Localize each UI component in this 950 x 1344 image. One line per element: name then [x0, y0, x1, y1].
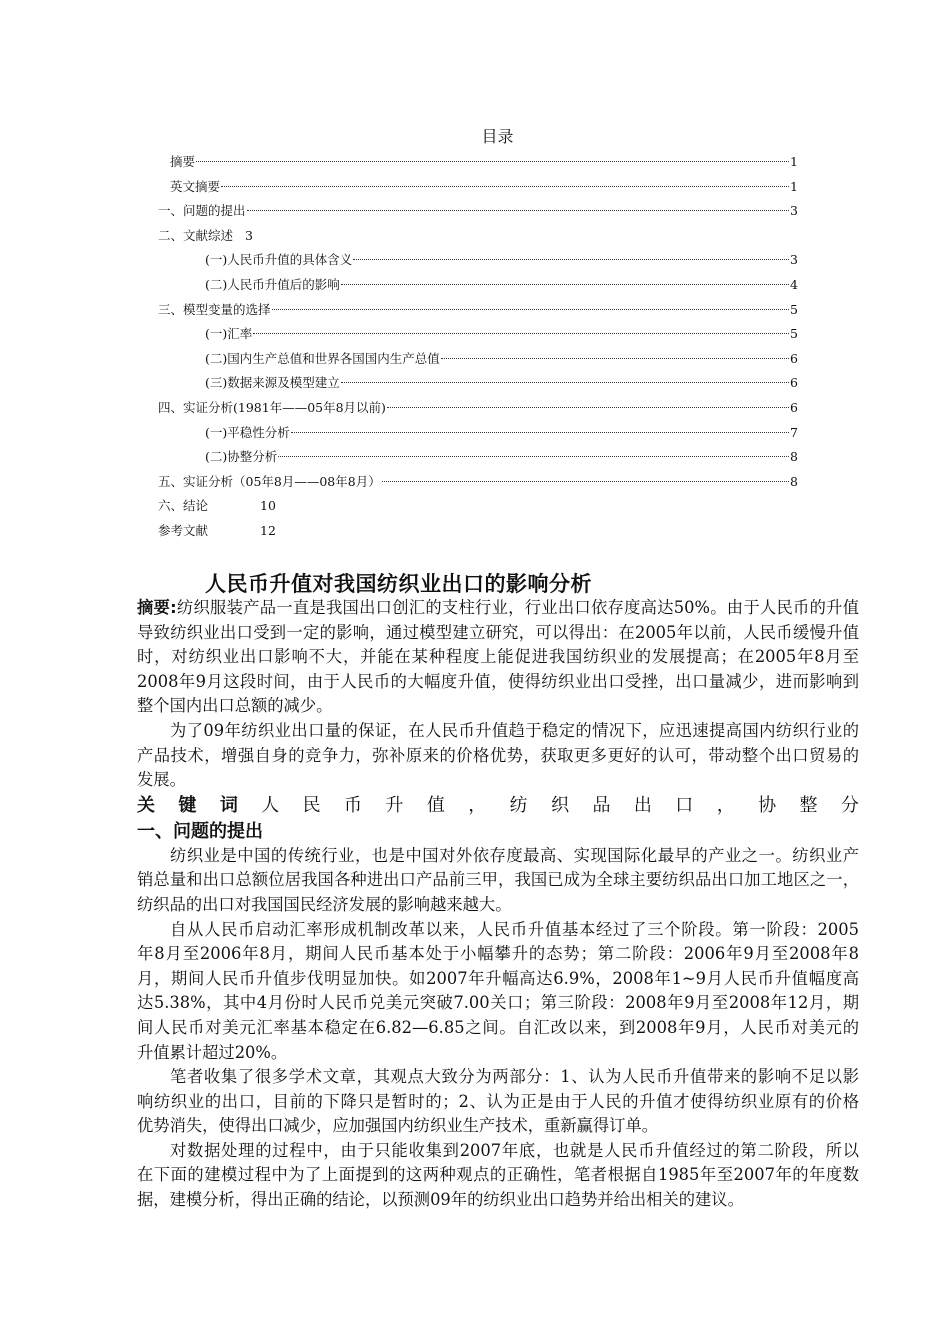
- toc-leader-dots: [247, 210, 790, 211]
- toc-leader-dots: [441, 358, 789, 359]
- paragraph-line: 自从人民币启动汇率形成机制改革以来，人民币升值基本经过了三个阶段。第一阶段：2005: [170, 919, 859, 939]
- toc-entry-page: 4: [790, 276, 798, 292]
- toc-entry-page: 8: [790, 473, 798, 489]
- toc-entry-label: 二、文献综述: [158, 227, 234, 243]
- paragraph-line: 对数据处理的过程中，由于只能收集到2007年底，也就是人民币升值经过的第二阶段，所以: [170, 1140, 859, 1160]
- abstract-line: [137, 596, 859, 621]
- keyword-char: 出: [633, 794, 652, 816]
- keyword-char: 人: [261, 794, 280, 816]
- toc-entry-label: (一)汇率: [205, 326, 253, 342]
- toc-entry[interactable]: [158, 445, 798, 470]
- toc-entry[interactable]: [158, 199, 798, 224]
- toc-entry[interactable]: [158, 298, 798, 323]
- paragraph-line: 月，期间人民币升值步伐明显加快。如2007年升幅高达6.9%，2008年1~9月人民币升值幅度高: [137, 968, 859, 988]
- toc-entry-label: 一、问题的提出: [158, 203, 246, 219]
- paragraph-line: 升值累计超过20%。: [137, 1042, 288, 1062]
- toc-entry[interactable]: [158, 175, 798, 200]
- paragraph-line: 响纺织业的出口，目前的下降只是暂时的；2、认为正是由于人民的升值才使得纺织业原有的价格: [137, 1091, 859, 1111]
- toc-entry-page: 3: [790, 203, 798, 219]
- toc-entry-label: 参考文献: [158, 522, 209, 538]
- paragraph-line: 据，建模分析，得出正确的结论，以预测09年的纺织业出口趋势并给出相关的建议。: [137, 1190, 744, 1210]
- toc-entry[interactable]: [158, 371, 798, 396]
- keyword-char: 整: [799, 794, 818, 816]
- abstract-line: [137, 694, 859, 719]
- toc-entry-page: 1: [790, 178, 798, 194]
- keyword-char: 分: [840, 794, 859, 816]
- toc-leader-dots: [387, 407, 789, 408]
- toc-entry-page: 1: [790, 154, 798, 169]
- table-of-contents: [158, 150, 798, 544]
- keyword-char: 品: [592, 794, 611, 816]
- abstract-text: 2008年9月这段时间，由于人民币的大幅度升值，使得纺织业出口受挫，出口量减少，进而影响到: [137, 671, 859, 691]
- keyword-char: ，: [468, 794, 487, 816]
- keywords-label-char: 关: [137, 794, 155, 816]
- paragraph-line: 笔者收集了很多学术文章，其观点大致分为两部分：1、认为人民币升值带来的影响不足以影: [170, 1067, 859, 1087]
- article-title: 人民币升值对我国纺织业出口的影响分析: [205, 572, 592, 596]
- toc-entry-label: 摘要: [170, 154, 196, 169]
- abstract-line: [137, 645, 859, 670]
- toc-entry-label: (一)人民币升值的具体含义: [205, 252, 353, 268]
- toc-leader-dots: [341, 382, 789, 383]
- toc-entry-label: 四、实证分析(1981年——05年8月以前): [158, 399, 386, 415]
- toc-entry[interactable]: [158, 347, 798, 372]
- paragraph-line: 优势消失，使得出口减少，应加强国内纺织业生产技术，重新赢得订单。: [137, 1116, 659, 1136]
- toc-entry-label: (二)人民币升值后的影响: [205, 276, 340, 292]
- abstract-line: 产品技术，增强自身的竞争力，弥补原来的价格优势，获取更多更好的认可，带动整个出口贸易的: [137, 745, 859, 765]
- toc-leader-dots: [291, 432, 789, 433]
- abstract-text: 时，对纺织业出口影响不大，并能在某种程度上能促进我国纺织业的发展提高；在2005年8月至: [137, 647, 859, 667]
- keyword-char: 升: [385, 794, 404, 816]
- article-body: [137, 596, 859, 1213]
- toc-entry[interactable]: [158, 322, 798, 347]
- toc-entry-label: 五、实证分析（05年8月——08年8月）: [158, 473, 381, 489]
- keywords-line: [137, 793, 859, 819]
- keyword-char: 口: [675, 794, 694, 816]
- keyword-char: ，: [716, 794, 735, 816]
- toc-entry-page: 3: [790, 252, 798, 268]
- toc-entry-page: 10: [260, 498, 276, 514]
- keyword-char: 织: [551, 794, 570, 816]
- toc-entry[interactable]: [158, 494, 798, 519]
- toc-entry-label: 六、结论: [158, 498, 209, 514]
- toc-entry[interactable]: [158, 150, 798, 175]
- abstract-line: [137, 670, 859, 695]
- toc-entry-label: (三)数据来源及模型建立: [205, 375, 340, 391]
- paragraph-line: 销总量和出口总额位居我国各种进出口产品前三甲，我国已成为全球主要纺织品出口加工地区之一，: [137, 870, 859, 890]
- toc-entry-label: (二)国内生产总值和世界各国国内生产总值: [205, 350, 440, 366]
- paragraph-line: 纺织业是中国的传统行业，也是中国对外依存度最高、实现国际化最早的产业之一。纺织业产: [170, 845, 859, 865]
- toc-entry[interactable]: [158, 273, 798, 298]
- keyword-char: 币: [344, 794, 363, 816]
- toc-entry-label: 三、模型变量的选择: [158, 301, 271, 317]
- section-heading: 一、问题的提出: [137, 820, 263, 842]
- abstract-line: 发展。: [137, 770, 186, 790]
- toc-entry[interactable]: [158, 519, 798, 544]
- paragraph-line: 纺织品的出口对我国国民经济发展的影响越来越大。: [137, 894, 512, 914]
- toc-entry-page: 6: [790, 399, 798, 415]
- toc-entry-page: 6: [790, 375, 798, 391]
- abstract-line: [137, 621, 859, 646]
- toc-leader-dots: [272, 309, 790, 310]
- paragraph-line: 年8月至2006年8月，期间人民币基本处于小幅攀升的态势；第二阶段：2006年9月至2008年8: [137, 944, 859, 964]
- keywords-label-char: 词: [219, 794, 238, 816]
- toc-entry-page: 8: [790, 449, 798, 465]
- toc-entry-page: 5: [790, 326, 798, 342]
- toc-entry-page: 5: [790, 301, 798, 317]
- toc-entry-page: 7: [790, 424, 798, 440]
- abstract-text: 纺织服装产品一直是我国出口创汇的支柱行业，行业出口依存度高达50%。由于人民币的升值: [176, 598, 859, 617]
- paragraph-line: 达5.38%，其中4月份时人民币兑美元突破7.00关口；第三阶段：2008年9月至2008年12月，期: [137, 993, 859, 1013]
- abstract-line: 为了09年纺织业出口量的保证，在人民币升值趋于稳定的情况下，应迅速提高国内纺织行业的: [170, 720, 859, 740]
- keyword-char: 值: [426, 794, 445, 816]
- abstract-text: 整个国内出口总额的减少。: [137, 696, 333, 716]
- toc-leader-dots: [353, 259, 789, 260]
- paragraph-line: 间人民币对美元汇率基本稳定在6.82—6.85之间。自汇改以来，到2008年9月，人民币对美元的: [137, 1017, 859, 1037]
- toc-entry[interactable]: [158, 421, 798, 446]
- toc-leader-dots: [382, 481, 789, 482]
- paragraph-line: 在下面的建模过程中为了上面提到的这两种观点的正确性，笔者根据自1985年至2007年的年度数: [137, 1165, 859, 1185]
- toc-entry-page: 3: [245, 227, 253, 243]
- toc-title: 目录: [481, 127, 514, 146]
- toc-leader-dots: [278, 456, 789, 457]
- toc-leader-dots: [221, 186, 789, 187]
- abstract-label: 摘要:: [137, 598, 177, 617]
- keyword-char: 纺: [509, 794, 528, 816]
- toc-leader-dots: [196, 161, 789, 162]
- toc-entry-label: (一)平稳性分析: [205, 424, 290, 440]
- toc-entry-label: (二)协整分析: [205, 449, 278, 465]
- toc-entry-page: 12: [260, 522, 276, 538]
- toc-entry[interactable]: [158, 224, 798, 249]
- keywords-label-char: 键: [178, 794, 197, 816]
- toc-entry[interactable]: [158, 396, 798, 421]
- abstract-text: 导致纺织业出口受到一定的影响，通过模型建立研究，可以得出：在2005年以前，人民币缓慢升值: [137, 622, 859, 642]
- toc-leader-dots: [341, 284, 789, 285]
- toc-entry-page: 6: [790, 350, 798, 366]
- toc-entry[interactable]: [158, 470, 798, 495]
- toc-entry-label: 英文摘要: [170, 178, 221, 194]
- toc-leader-dots: [253, 333, 789, 334]
- keyword-char: 民: [302, 794, 321, 816]
- keyword-char: 协: [758, 794, 777, 816]
- toc-entry[interactable]: [158, 248, 798, 273]
